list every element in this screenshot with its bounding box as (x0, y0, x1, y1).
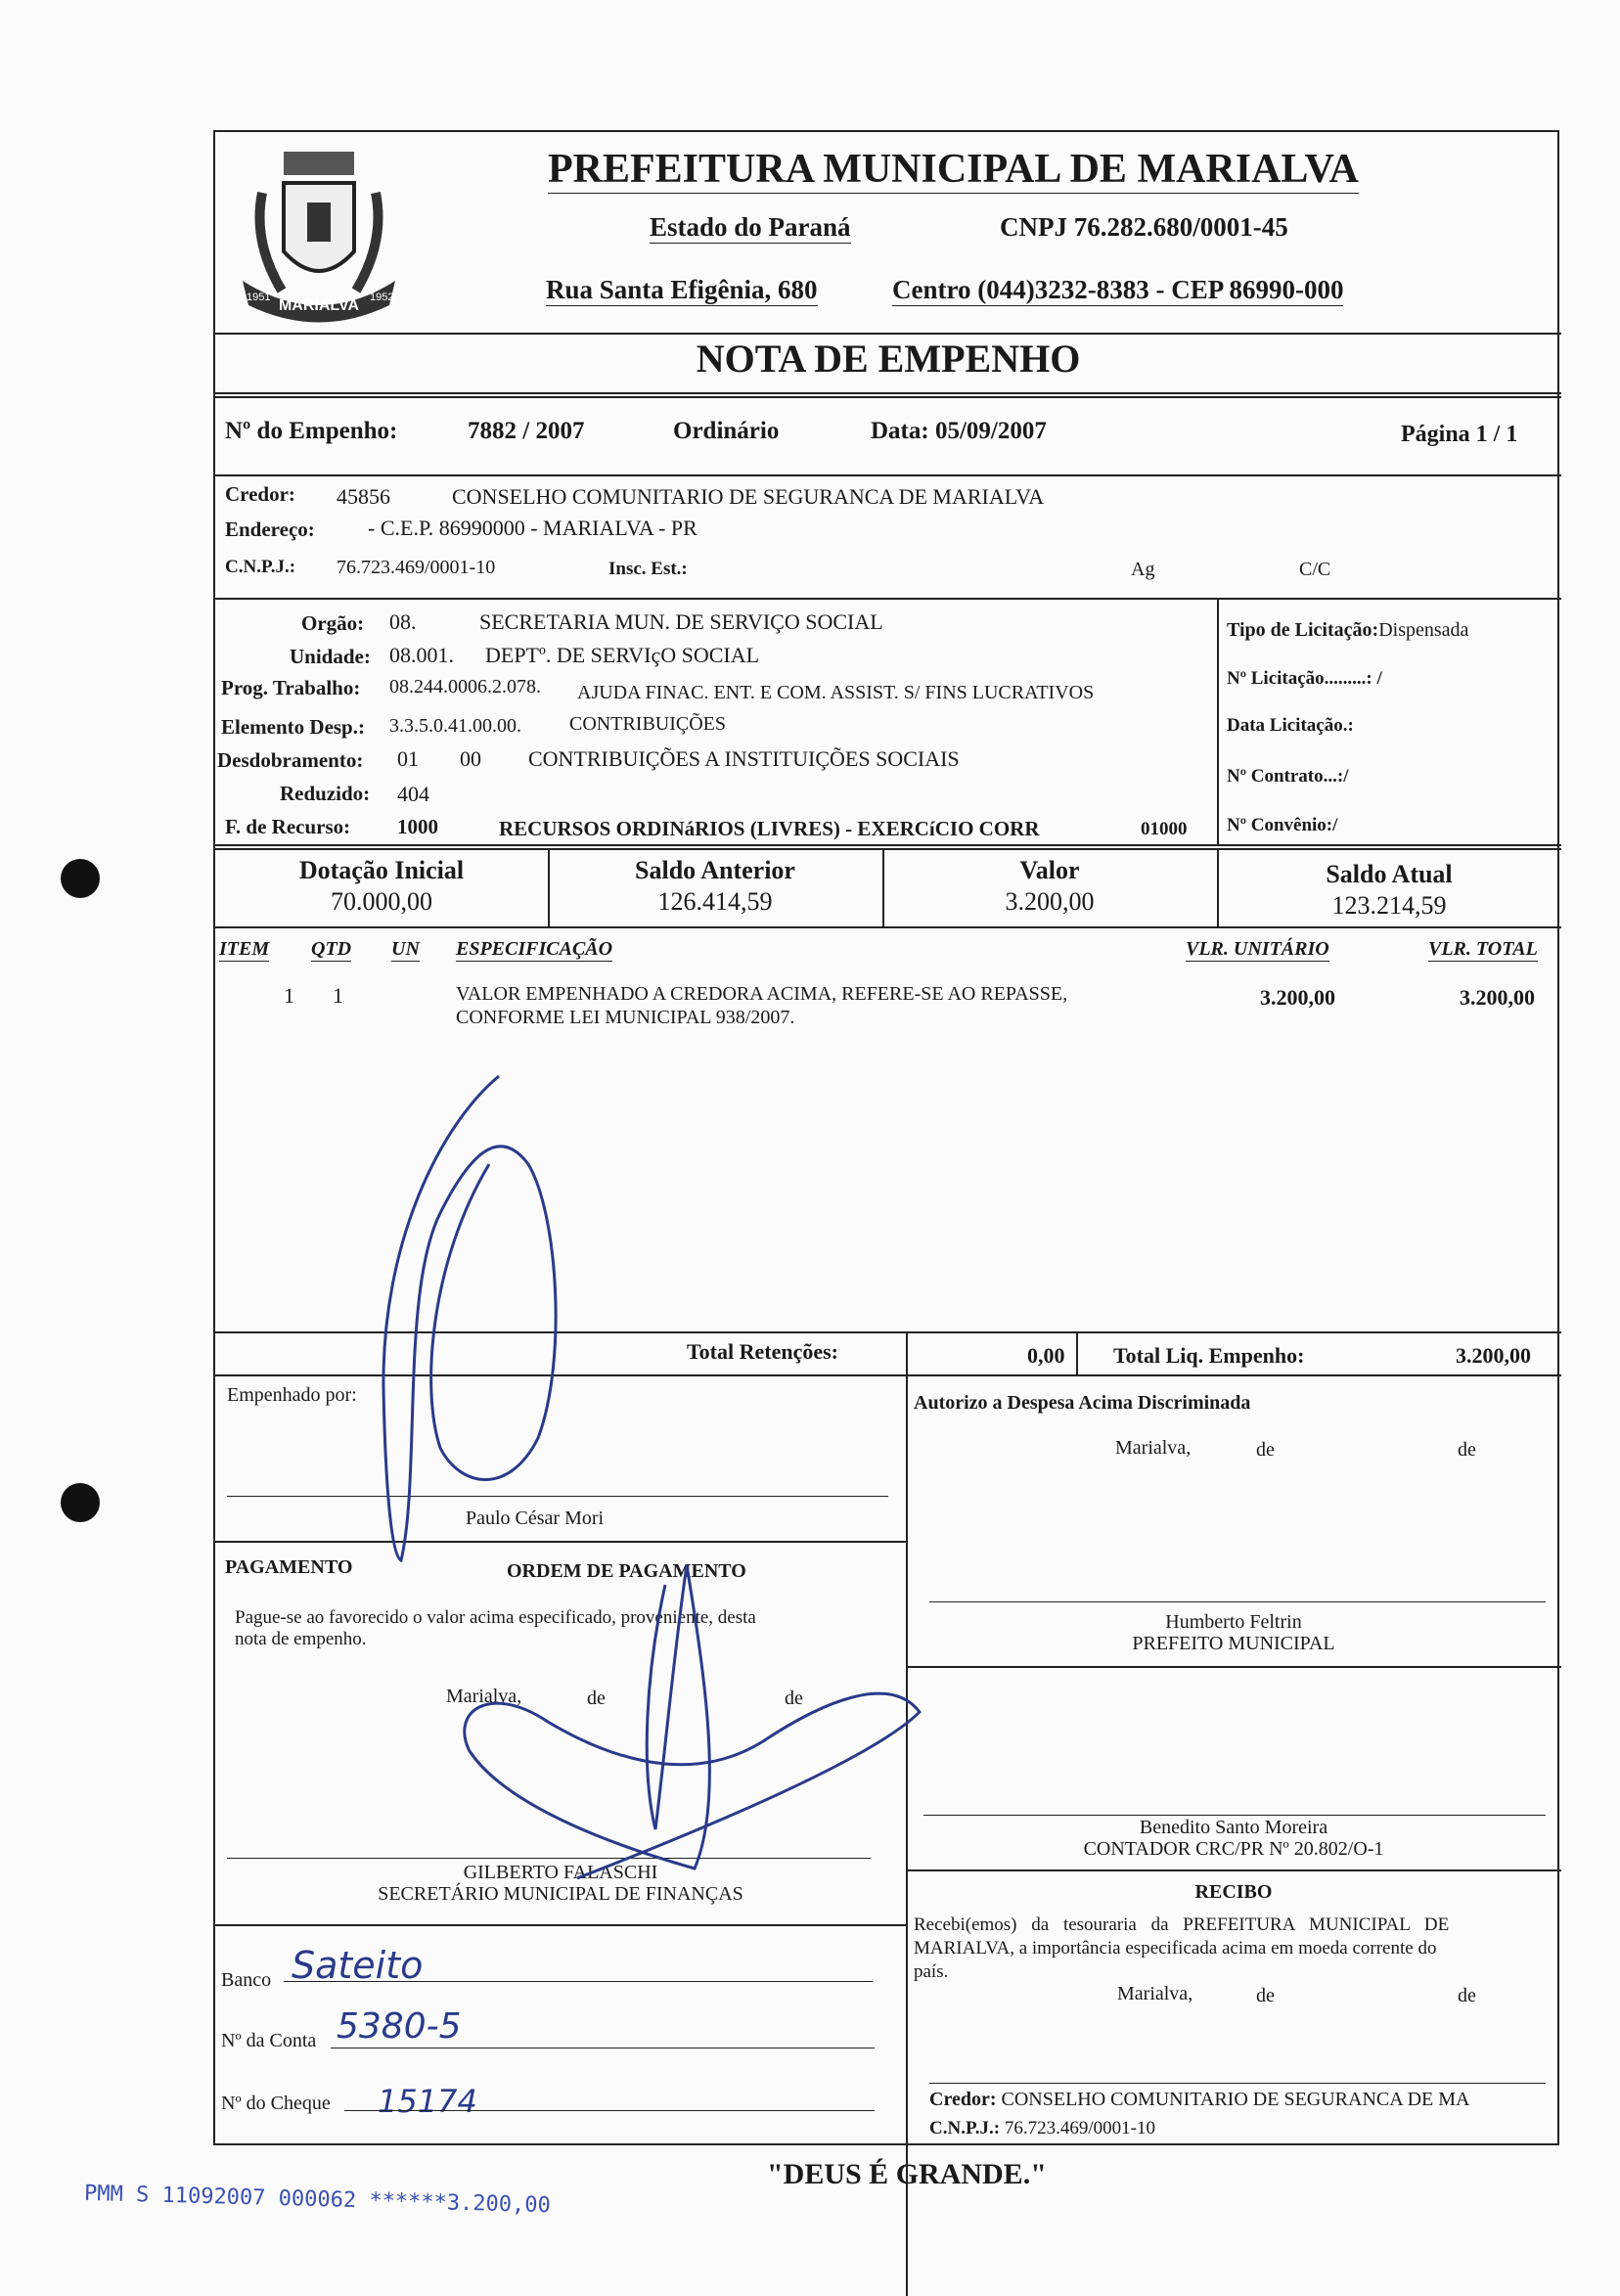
licitacao-data: Data Licitação.: (1227, 715, 1354, 736)
desdob-b: 00 (460, 746, 481, 771)
licitacao-contrato: Nº Contrato...:/ (1227, 766, 1349, 787)
contador-nome: Benedito Santo Moreira (1139, 1817, 1328, 1838)
endereco-label: Endereço: (225, 518, 315, 541)
crest-name: MARIALVA (278, 297, 360, 314)
header-endereco: Rua Santa Efigênia, 680 (546, 275, 818, 304)
punch-hole-top (61, 859, 100, 898)
item-qtd: 1 (333, 983, 343, 1008)
valor-label: Valor (1019, 856, 1080, 884)
recibo-credor-label: Credor: (929, 2089, 997, 2110)
licitacao-tipo-valor: Dispensada (1378, 619, 1469, 641)
recibo-title: RECIBO (1194, 1881, 1273, 1903)
cnpj-label: C.N.P.J.: (225, 557, 296, 577)
reduzido-label: Reduzido: (280, 782, 371, 805)
autorizo-de1: de (1256, 1439, 1275, 1461)
saldo-anterior-valor: 126.414,59 (657, 887, 773, 916)
empenho-label: Nº do Empenho: (225, 418, 398, 444)
col-qtd: QTD (311, 938, 352, 960)
liq-label: Total Liq. Empenho: (1113, 1343, 1305, 1368)
valor-valor: 3.200,00 (1005, 887, 1095, 916)
cc-label: C/C (1299, 559, 1331, 580)
footer-stamp: PMM S 11092007 000062 ******3.200,00 (83, 2181, 552, 2219)
empenho-data: Data: 05/09/2007 (871, 418, 1047, 444)
orgao-cod: 08. (389, 609, 417, 634)
elemento-nome: CONTRIBUIÇÕES (569, 713, 727, 735)
punch-hole-bottom (61, 1483, 100, 1522)
credor-label: Credor: (225, 482, 295, 506)
licitacao-convenio: Nº Convênio:/ (1227, 815, 1338, 835)
pagamento-texto-1: Pague-se ao favorecido o valor acima especificado, proveniente, desta (235, 1607, 756, 1628)
autorizo-local: Marialva, (1115, 1437, 1192, 1459)
crest-year-left: 1951 (247, 292, 271, 303)
autorizo-de2: de (1458, 1439, 1476, 1461)
cheque-label: Nº do Cheque (221, 2093, 331, 2114)
prog-cod: 08.244.0006.2.078. (389, 676, 541, 698)
empenho-tipo: Ordinário (673, 418, 780, 444)
recibo-texto-3: país. (914, 1961, 949, 1982)
crest-logo (223, 134, 415, 326)
empenhado-nome: Paulo César Mori (466, 1508, 605, 1529)
saldo-anterior-label: Saldo Anterior (635, 856, 795, 884)
recibo-credor (929, 2089, 1469, 2111)
retencoes-valor: 0,00 (1027, 1343, 1065, 1368)
col-item: ITEM (219, 938, 270, 960)
recibo-local: Marialva, (1117, 1983, 1193, 2004)
pagamento-de1: de (587, 1688, 606, 1709)
licitacao-tipo (1227, 619, 1468, 642)
elemento-label: Elemento Desp.: (221, 715, 365, 739)
saldo-atual-valor: 123.214,59 (1331, 891, 1447, 920)
prog-label: Prog. Trabalho: (221, 676, 361, 699)
item-espec-2: CONFORME LEI MUNICIPAL 938/2007. (456, 1007, 795, 1028)
dotacao-label: Dotação Inicial (298, 856, 465, 884)
saldo-atual-label: Saldo Atual (1326, 860, 1453, 888)
header-centro: Centro (044)3232-8383 - CEP 86990-000 (892, 275, 1344, 304)
empenhado-label: Empenhado por: (227, 1384, 357, 1406)
recurso-label: F. de Recurso: (225, 815, 351, 838)
item-vlr-unitario: 3.200,00 (1260, 985, 1335, 1010)
pagamento-texto-2: nota de empenho. (235, 1629, 367, 1649)
credor-nome: CONSELHO COMUNITARIO DE SEGURANCA DE MARIALVA (452, 484, 1045, 509)
pagamento-local: Marialva, (446, 1686, 522, 1707)
orgao-nome: SECRETARIA MUN. DE SERVIÇO SOCIAL (479, 609, 883, 634)
recibo-cnpj (929, 2118, 1155, 2139)
col-especificacao: ESPECIFICAÇÃO (456, 938, 613, 960)
prefeito-cargo: PREFEITO MUNICIPAL (1132, 1633, 1335, 1654)
header-cnpj: CNPJ 76.282.680/0001-45 (1000, 212, 1288, 242)
licitacao-numero: Nº Licitação.........: / (1227, 668, 1382, 689)
banco-valor: Sateito (292, 1944, 424, 1987)
reduzido: 404 (397, 782, 429, 806)
signature-scribble-pagamento (430, 1555, 959, 1908)
recibo-texto-2: MARIALVA, a importância especificada acima em moeda corrente do (914, 1938, 1437, 1958)
header-title: PREFEITURA MUNICIPAL DE MARIALVA (548, 147, 1359, 192)
dotacao-valor: 70.000,00 (331, 887, 432, 916)
unidade-label: Unidade: (290, 645, 371, 668)
licitacao-tipo-label: Tipo de Licitação: (1227, 619, 1379, 641)
secretario-cargo: SECRETÁRIO MUNICIPAL DE FINANÇAS (378, 1883, 743, 1905)
recibo-de2: de (1458, 1985, 1476, 2006)
insc-label: Insc. Est.: (608, 559, 688, 579)
recurso-num: 01000 (1141, 819, 1188, 839)
orgao-label: Orgão: (301, 611, 365, 635)
desdob-nome: CONTRIBUIÇÕES A INSTITUIÇÕES SOCIAIS (528, 746, 960, 771)
col-un: UN (391, 938, 420, 960)
empenho-pagina: Página 1 / 1 (1401, 422, 1518, 447)
retencoes-label: Total Retenções: (687, 1339, 838, 1364)
autorizo-title: Autorizo a Despesa Acima Discriminada (914, 1392, 1251, 1414)
desdob-a: 01 (397, 746, 419, 771)
signature-scribble-empenho (362, 1066, 587, 1575)
prog-nome: AJUDA FINAC. ENT. E COM. ASSIST. S/ FINS LUCRATIVOS (577, 682, 1095, 703)
conta-valor: 5380-5 (337, 2006, 462, 2047)
col-vlr-total: VLR. TOTAL (1428, 938, 1538, 960)
recurso-nome: RECURSOS ORDINáRIOS (LIVRES) - EXERCíCIO CORR (499, 817, 1040, 840)
banco-label: Banco (221, 1969, 272, 1991)
credor-endereco: - C.E.P. 86990000 - MARIALVA - PR (368, 516, 698, 540)
pagamento-label: PAGAMENTO (225, 1556, 353, 1578)
crest-year-right: 1952 (370, 292, 394, 303)
liq-valor: 3.200,00 (1456, 1343, 1531, 1368)
empenho-numero: 7882 / 2007 (468, 418, 585, 444)
recibo-de1: de (1256, 1985, 1275, 2006)
recibo-credor-nome: CONSELHO COMUNITARIO DE SEGURANCA DE MA (1001, 2089, 1470, 2110)
unidade-nome: DEPTº. DE SERVIçO SOCIAL (485, 643, 760, 667)
recibo-cnpj-label: C.N.P.J.: (929, 2118, 1001, 2138)
prefeito-nome: Humberto Feltrin (1165, 1611, 1302, 1633)
secretario-nome: GILBERTO FALASCHI (463, 1862, 658, 1883)
credor-codigo: 45856 (337, 484, 390, 509)
ordem-pagamento: ORDEM DE PAGAMENTO (507, 1560, 746, 1582)
credor-cnpj: 76.723.469/0001-10 (337, 557, 496, 578)
pagamento-de2: de (785, 1688, 803, 1709)
item-vlr-total: 3.200,00 (1460, 985, 1535, 1010)
col-vlr-unitario: VLR. UNITÁRIO (1186, 938, 1329, 960)
desdob-label: Desdobramento: (217, 748, 364, 772)
unidade-cod: 08.001. (389, 643, 454, 667)
cheque-valor: 15174 (378, 2083, 477, 2120)
recibo-texto-1: Recebi(emos) da tesouraria da PREFEITURA MUNICIPAL DE (914, 1914, 1450, 1935)
item-numero: 1 (284, 983, 294, 1008)
contador-cargo: CONTADOR CRC/PR Nº 20.802/O-1 (1083, 1838, 1384, 1860)
elemento-cod: 3.3.5.0.41.00.00. (389, 715, 521, 737)
header-estado: Estado do Paraná (650, 212, 851, 242)
footer-lema: "DEUS É GRANDE." (767, 2158, 1047, 2190)
recurso-cod: 1000 (397, 815, 438, 838)
recibo-cnpj-valor: 76.723.469/0001-10 (1004, 2118, 1155, 2138)
doc-title: NOTA DE EMPENHO (696, 337, 1081, 381)
item-espec-1: VALOR EMPENHADO A CREDORA ACIMA, REFERE-SE AO REPASSE, (456, 983, 1068, 1005)
ag-label: Ag (1131, 559, 1155, 580)
conta-label: Nº da Conta (221, 2030, 317, 2051)
